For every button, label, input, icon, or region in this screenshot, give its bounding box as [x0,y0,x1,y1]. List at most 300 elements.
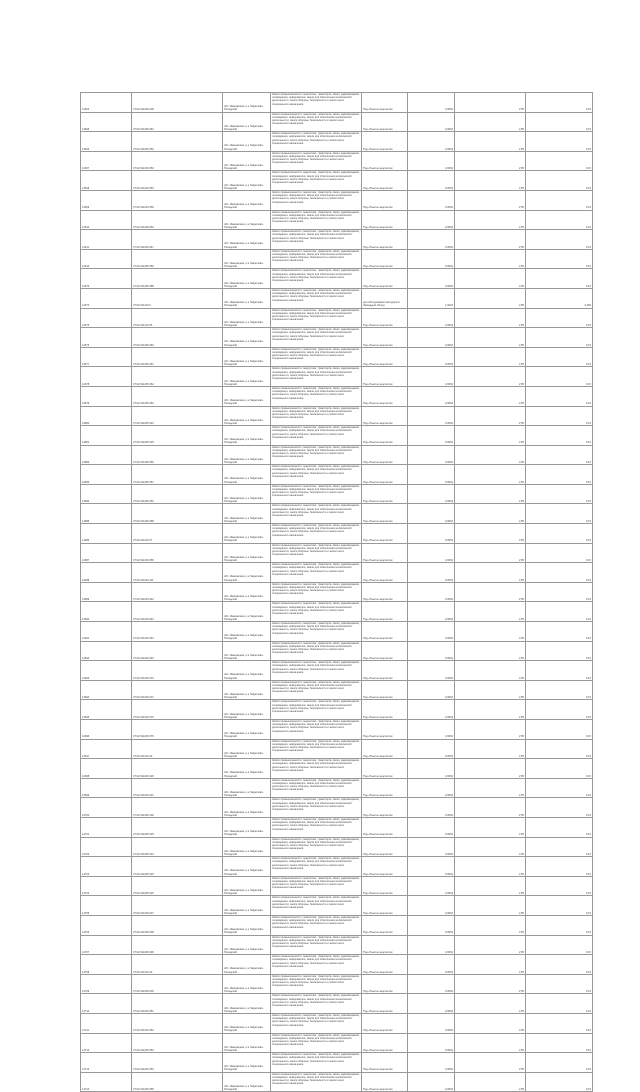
land-category-cell: Земли промышленности, энергетики, транспорта, связи, радиовещания, телевидения, информатики, земли для обеспечения космической деятельности, земли обороны, безопасности и земли иного специального назначения [271,739,362,759]
value-3-cell: 0,15 [526,1053,593,1073]
permitted-use-cell: Под объекты энергетики [362,896,408,916]
value-2-cell: 2,55 [455,465,526,485]
permitted-use-cell: Под объекты энергетики [362,563,408,583]
address-cell: обл. Ивановская, р-н Гаврилово-Посадский [223,700,271,720]
value-3-cell: 0,15 [526,680,593,700]
value-1-cell: 0,0054 [408,661,455,681]
land-category-cell: Земли промышленности, энергетики, транспорта, связи, радиовещания, телевидения, информатики, земли для обеспечения космической деятельности, земли обороны, безопасности и земли иного специального назначения [271,347,362,367]
land-category-cell: Земли промышленности, энергетики, транспорта, связи, радиовещания, телевидения, информатики, земли для обеспечения космической деятельности, земли обороны, безопасности и земли иного специального назначения [271,93,362,113]
address-cell: обл. Ивановская, р-н Гаврилово-Посадский [223,1033,271,1053]
value-3-cell: 0,15 [526,563,593,583]
value-3-cell: 0,15 [526,504,593,524]
value-3-cell: 0,15 [526,328,593,348]
table-row [81,661,593,681]
cadastral-number-cell: 37:02:011205:324 [132,837,223,857]
table-row [81,504,593,524]
permitted-use-cell: Под объекты энергетики [362,739,408,759]
value-3-cell: 0,15 [526,112,593,132]
table-row [81,132,593,152]
permitted-use-cell: Под объекты энергетики [362,994,408,1014]
address-cell: обл. Ивановская, р-н Гаврилово-Посадский [223,935,271,955]
value-1-cell: 0,0054 [408,190,455,210]
value-2-cell: 2,55 [455,994,526,1014]
row-id-cell: 14691 [81,622,132,642]
land-category-cell: Земли промышленности, энергетики, транспорта, связи, радиовещания, телевидения, информатики, земли для обеспечения космической деятельности, земли обороны, безопасности и земли иного специального назначения [271,171,362,191]
value-2-cell: 2,55 [455,171,526,191]
address-cell: обл. Ивановская, р-н Гаврилово-Посадский [223,778,271,798]
land-category-cell: Земли промышленности, энергетики, транспорта, связи, радиовещания, телевидения, информатики, земли для обеспечения космической деятельности, земли обороны, безопасности и земли иного специального назначения [271,112,362,132]
value-2-cell: 2,55 [455,524,526,544]
land-category-cell: Земли промышленности, энергетики, транспорта, связи, радиовещания, телевидения, информатики, земли для обеспечения космической деятельности, земли обороны, безопасности и земли иного специального назначения [271,622,362,642]
row-id-cell: 14611 [81,230,132,250]
value-2-cell: 2,55 [455,1053,526,1073]
land-category-cell: Земли промышленности, энергетики, транспорта, связи, радиовещания, телевидения, информатики, земли для обеспечения космической деятельности, земли обороны, безопасности и земли иного специального назначения [271,426,362,446]
address-cell: обл. Ивановская, р-н Гаврилово-Посадский [223,661,271,681]
value-3-cell: 0,15 [526,269,593,289]
table-row [81,974,593,994]
address-cell: обл. Ивановская, р-н Гаврилово-Посадский [223,112,271,132]
address-cell: обл. Ивановская, р-н Гаврилово-Посадский [223,622,271,642]
value-3-cell: 0,15 [526,484,593,504]
permitted-use-cell: Под объекты энергетики [362,524,408,544]
table-row [81,641,593,661]
value-1-cell: 0,0054 [408,837,455,857]
value-2-cell: 2,55 [455,622,526,642]
land-category-cell: Земли промышленности, энергетики, транспорта, связи, радиовещания, телевидения, информатики, земли для обеспечения космической деятельности, земли обороны, безопасности и земли иного специального назначения [271,700,362,720]
table-row [81,915,593,935]
value-1-cell: 0,0054 [408,582,455,602]
table-row [81,994,593,1014]
land-category-cell: Земли промышленности, энергетики, транспорта, связи, радиовещания, телевидения, информатики, земли для обеспечения космической деятельности, земли обороны, безопасности и земли иного специального назначения [271,661,362,681]
permitted-use-cell: Под объекты энергетики [362,759,408,779]
cadastral-number-cell: 37:02:011205:325 [132,817,223,837]
address-cell: обл. Ивановская, р-н Гаврилово-Посадский [223,955,271,975]
table-row [81,1013,593,1033]
permitted-use-cell: Под объекты энергетики [362,347,408,367]
cadastral-number-cell: 37:02:011203:352 [132,1013,223,1033]
value-3-cell: 0,15 [526,700,593,720]
address-cell: обл. Ивановская, р-н Гаврилово-Посадский [223,230,271,250]
value-1-cell: 0,0054 [408,484,455,504]
permitted-use-cell: Под объекты энергетики [362,504,408,524]
value-2-cell: 2,55 [455,935,526,955]
row-id-cell: 14710 [81,994,132,1014]
land-category-cell: Земли промышленности, энергетики, транспорта, связи, радиовещания, телевидения, информатики, земли для обеспечения космической деятельности, земли обороны, безопасности и земли иного специального назначения [271,798,362,818]
value-3-cell: 0,15 [526,817,593,837]
address-cell: обл. Ивановская, р-н Гаврилово-Посадский [223,426,271,446]
permitted-use-cell: Под объекты энергетики [362,484,408,504]
land-category-cell: Земли промышленности, энергетики, транспорта, связи, радиовещания, телевидения, информатики, земли для обеспечения космической деятельности, земли обороны, безопасности и земли иного специального назначения [271,602,362,622]
value-3-cell: 0,15 [526,759,593,779]
row-id-cell: 14693 [81,661,132,681]
row-id-cell: 14688 [81,563,132,583]
value-2-cell: 2,55 [455,778,526,798]
land-category-cell: Земли промышленности, энергетики, транспорта, связи, радиовещания, телевидения, информатики, земли для обеспечения космической деятельности, земли обороны, безопасности и земли иного специального назначения [271,328,362,348]
cadastral-number-cell: 37:02:011205:325 [132,426,223,446]
table-row [81,837,593,857]
land-category-cell: Земли промышленности, энергетики, транспорта, связи, радиовещания, телевидения, информатики, земли для обеспечения космической деятельности, земли обороны, безопасности и земли иного специального назначения [271,817,362,837]
cadastral-number-cell: 37:02:011205:463 [132,386,223,406]
value-3-cell: 0,15 [526,994,593,1014]
land-category-cell: Земли промышленности, энергетики, транспорта, связи, радиовещания, телевидения, информатики, земли для обеспечения космической деятельности, земли обороны, безопасности и земли иного специального назначения [271,641,362,661]
cadastral-number-cell: 37:02:011203:353 [132,1033,223,1053]
row-id-cell: 14692 [81,641,132,661]
table-row [81,543,593,563]
land-category-cell: Земли промышленности, энергетики, транспорта, связи, радиовещания, телевидения, информатики, земли для обеспечения космической деятельности, земли обороны, безопасности и земли иного специального назначения [271,837,362,857]
permitted-use-cell: Под объекты энергетики [362,622,408,642]
value-2-cell: 2,55 [455,93,526,113]
row-id-cell: 14708 [81,955,132,975]
row-id-cell: 14673 [81,269,132,289]
land-category-cell: Земли промышленности, энергетики, транспорта, связи, радиовещания, телевидения, информатики, земли для обеспечения космической деятельности, земли обороны, безопасности и земли иного специального назначения [271,720,362,740]
value-3-cell: 0,15 [526,445,593,465]
value-2-cell: 2,55 [455,151,526,171]
value-2-cell: 2,55 [455,367,526,387]
value-2-cell: 2,55 [455,249,526,269]
value-2-cell: 2,55 [455,739,526,759]
permitted-use-cell: Под объекты энергетики [362,112,408,132]
value-2-cell: 2,55 [455,915,526,935]
land-category-cell: Земли промышленности, энергетики, транспорта, связи, радиовещания, телевидения, информатики, земли для обеспечения космической деятельности, земли обороны, безопасности и земли иного специального назначения [271,876,362,896]
value-3-cell: 0,15 [526,739,593,759]
address-cell: обл. Ивановская, р-н Гаврилово-Посадский [223,798,271,818]
address-cell: обл. Ивановская, р-н Гаврилово-Посадский [223,269,271,289]
value-2-cell: 2,55 [455,132,526,152]
cadastral-number-cell: 37:02:011205:462 [132,367,223,387]
value-1-cell: 0,0054 [408,720,455,740]
value-2-cell: 2,55 [455,759,526,779]
land-category-cell: Земли промышленности, энергетики, транспорта, связи, радиовещания, телевидения, информатики, земли для обеспечения космической деятельности, земли обороны, безопасности и земли иного специального назначения [271,524,362,544]
land-category-cell: Земли промышленности, энергетики, транспорта, связи, радиовещания, телевидения, информатики, земли для обеспечения космической деятельности, земли обороны, безопасности и земли иного специального назначения [271,935,362,955]
row-id-cell: 14698 [81,759,132,779]
row-id-cell: 14690 [81,602,132,622]
value-3-cell: 0,15 [526,524,593,544]
table-row [81,524,593,544]
cadastral-number-cell: 37:02:011210:37 [132,524,223,544]
table-row [81,190,593,210]
permitted-use-cell: Под объекты энергетики [362,269,408,289]
cadastral-number-cell: 37:02:011210:32 [132,739,223,759]
table-row [81,857,593,877]
table-row [81,582,593,602]
permitted-use-cell: Под объекты энергетики [362,915,408,935]
value-2-cell: 2,55 [455,504,526,524]
value-2-cell: 2,55 [455,112,526,132]
cadastral-number-cell: 37:02:011209:339 [132,935,223,955]
value-1-cell: 0,0054 [408,798,455,818]
cadastral-number-cell: 37:02:011209:347 [132,230,223,250]
value-2-cell: 2,55 [455,661,526,681]
value-1-cell: 0,0054 [408,857,455,877]
land-category-cell: Земли промышленности, энергетики, транспорта, связи, радиовещания, телевидения, информатики, земли для обеспечения космической деятельности, земли обороны, безопасности и земли иного специального назначения [271,543,362,563]
land-category-cell: Земли промышленности, энергетики, транспорта, связи, радиовещания, телевидения, информатики, земли для обеспечения космической деятельности, земли обороны, безопасности и земли иного специального назначения [271,1033,362,1053]
land-category-cell: Земли промышленности, энергетики, транспорта, связи, радиовещания, телевидения, информатики, земли для обеспечения космической деятельности, земли обороны, безопасности и земли иного специального назначения [271,563,362,583]
cadastral-number-cell: 37:02:011203:354 [132,171,223,191]
row-id-cell: 14604 [81,93,132,113]
permitted-use-cell: Под объекты энергетики [362,837,408,857]
table-row [81,367,593,387]
row-id-cell: 14607 [81,151,132,171]
value-3-cell: 0,15 [526,93,593,113]
land-category-cell: Земли промышленности, энергетики, транспорта, связи, радиовещания, телевидения, информатики, земли для обеспечения космической деятельности, земли обороны, безопасности и земли иного специального назначения [271,1072,362,1092]
value-1-cell: 0,0054 [408,602,455,622]
value-1-cell: 0,0054 [408,328,455,348]
cadastral-number-cell: 37:02:011210:33 [132,955,223,975]
address-cell: обл. Ивановская, р-н Гаврилово-Посадский [223,132,271,152]
value-3-cell: 0,15 [526,974,593,994]
address-cell: обл. Ивановская, р-н Гаврилово-Посадский [223,680,271,700]
land-category-cell: Земли промышленности, энергетики, транспорта, связи, радиовещания, телевидения, информатики, земли для обеспечения космической деятельности, земли обороны, безопасности и земли иного специального назначения [271,406,362,426]
value-3-cell: 0,15 [526,347,593,367]
address-cell: обл. Ивановская, р-н Гаврилово-Посадский [223,817,271,837]
value-2-cell: 2,55 [455,230,526,250]
row-id-cell: 14705 [81,896,132,916]
permitted-use-cell: Под объекты энергетики [362,700,408,720]
value-2-cell: 2,55 [455,190,526,210]
cadastral-number-cell: 37:02:011209:376 [132,720,223,740]
address-cell: обл. Ивановская, р-н Гаврилово-Посадский [223,406,271,426]
value-2-cell: 2,55 [455,269,526,289]
cadastral-number-cell: 37:02:011203:353 [132,151,223,171]
row-id-cell: 14677 [81,347,132,367]
land-category-cell: Земли промышленности, энергетики, транспорта, связи, радиовещания, телевидения, информатики, земли для обеспечения космической деятельности, земли обороны, безопасности и земли иного специального назначения [271,465,362,485]
row-id-cell: 14608 [81,171,132,191]
permitted-use-cell: Под объекты энергетики [362,1013,408,1033]
table-row [81,112,593,132]
value-2-cell: 2,55 [455,700,526,720]
cadastral-number-cell: 37:02:011206:228 [132,93,223,113]
table-row [81,328,593,348]
row-id-cell: 14678 [81,367,132,387]
row-id-cell: 14701 [81,817,132,837]
address-cell: обл. Ивановская, р-н Гаврилово-Посадский [223,563,271,583]
value-1-cell: 0,0054 [408,1053,455,1073]
row-id-cell: 14706 [81,915,132,935]
cadastral-number-cell: 37:02:011209:360 [132,484,223,504]
permitted-use-cell: для обслуживания автодороги (Западный обход) [362,288,408,308]
permitted-use-cell: Под объекты энергетики [362,876,408,896]
permitted-use-cell: Под объекты энергетики [362,543,408,563]
land-category-cell: Земли промышленности, энергетики, транспорта, связи, радиовещания, телевидения, информатики, земли для обеспечения космической деятельности, земли обороны, безопасности и земли иного специального назначения [271,308,362,328]
land-category-cell: Земли промышленности, энергетики, транспорта, связи, радиовещания, телевидения, информатики, земли для обеспечения космической деятельности, земли обороны, безопасности и земли иного специального назначения [271,994,362,1014]
address-cell: обл. Ивановская, р-н Гаврилово-Посадский [223,759,271,779]
value-3-cell: 0,15 [526,151,593,171]
cadastral-number-cell: 37:02:011203:352 [132,132,223,152]
land-category-cell: Земли промышленности, энергетики, транспорта, связи, радиовещания, телевидения, информатики, земли для обеспечения космической деятельности, земли обороны, безопасности и земли иного специального назначения [271,1053,362,1073]
cadastral-number-cell: 37:02:011209:327 [132,896,223,916]
permitted-use-cell: Под объекты энергетики [362,1053,408,1073]
value-2-cell: 2,55 [455,857,526,877]
cadastral-number-cell: 37:02:011205:461 [132,347,223,367]
row-id-cell: 14694 [81,680,132,700]
row-id-cell: 14712 [81,1033,132,1053]
permitted-use-cell: Под объекты энергетики [362,720,408,740]
cadastral-number-cell: 37:02:011203:344 [132,622,223,642]
value-2-cell: 2,55 [455,680,526,700]
value-1-cell: 0,0054 [408,935,455,955]
cadastral-number-cell: 37:02:011203:346 [132,641,223,661]
table-row [81,798,593,818]
table-row [81,1072,593,1092]
value-3-cell: 0,15 [526,876,593,896]
cadastral-number-cell: 37:02:011203:355 [132,1072,223,1092]
table-row [81,308,593,328]
value-3-cell: 0,15 [526,622,593,642]
address-cell: обл. Ивановская, р-н Гаврилово-Посадский [223,484,271,504]
address-cell: обл. Ивановская, р-н Гаврилово-Посадский [223,347,271,367]
value-3-cell: 0,15 [526,661,593,681]
row-id-cell: 14713 [81,1053,132,1073]
address-cell: обл. Ивановская, р-н Гаврилово-Посадский [223,720,271,740]
table-row [81,288,593,308]
value-3-cell: 0,15 [526,386,593,406]
value-2-cell: 2,55 [455,563,526,583]
value-1-cell: 0,0054 [408,994,455,1014]
row-id-cell: 14674 [81,288,132,308]
table-row [81,445,593,465]
value-1-cell: 0,0054 [408,817,455,837]
permitted-use-cell: Под объекты энергетики [362,680,408,700]
value-1-cell: 0,0054 [408,680,455,700]
value-2-cell: 2,55 [455,1072,526,1092]
value-1-cell: 0,0054 [408,347,455,367]
permitted-use-cell: Под объекты энергетики [362,132,408,152]
value-1-cell: 0,0054 [408,955,455,975]
value-2-cell: 2,55 [455,1013,526,1033]
cadastral-number-cell: 37:02:011209:356 [132,249,223,269]
value-1-cell: 0,0054 [408,406,455,426]
value-2-cell: 2,55 [455,602,526,622]
permitted-use-cell: Под объекты энергетики [362,582,408,602]
value-2-cell: 2,55 [455,798,526,818]
row-id-cell: 14704 [81,876,132,896]
permitted-use-cell: Под объекты энергетики [362,798,408,818]
value-1-cell: 0,0054 [408,778,455,798]
value-3-cell: 0,15 [526,1013,593,1033]
land-category-cell: Земли промышленности, энергетики, транспорта, связи, радиовещания, телевидения, информатики, земли для обеспечения космической деятельности, земли обороны, безопасности и земли иного специального назначения [271,445,362,465]
value-1-cell: 0,0054 [408,700,455,720]
value-1-cell: 0,0054 [408,641,455,661]
address-cell: обл. Ивановская, р-н Гаврилово-Посадский [223,249,271,269]
value-3-cell: 0,15 [526,778,593,798]
value-1-cell: 0,0054 [408,876,455,896]
permitted-use-cell: Под объекты энергетики [362,935,408,955]
row-id-cell: 14605 [81,112,132,132]
land-category-cell: Земли промышленности, энергетики, транспорта, связи, радиовещания, телевидения, информатики, земли для обеспечения космической деятельности, земли обороны, безопасности и земли иного специального назначения [271,269,362,289]
cadastral-number-cell: 37:02:011203:354 [132,1053,223,1073]
table-row [81,406,593,426]
permitted-use-cell: Под объекты энергетики [362,93,408,113]
address-cell: обл. Ивановская, р-н Гаврилово-Посадский [223,1013,271,1033]
value-1-cell: 0,0054 [408,132,455,152]
row-id-cell: 14686 [81,524,132,544]
address-cell: обл. Ивановская, р-н Гаврилово-Посадский [223,328,271,348]
value-2-cell: 2,55 [455,896,526,916]
land-category-cell: Земли промышленности, энергетики, транспорта, связи, радиовещания, телевидения, информатики, земли для обеспечения космической деятельности, земли обороны, безопасности и земли иного специального назначения [271,857,362,877]
row-id-cell: 14681 [81,426,132,446]
land-category-cell: Земли промышленности, энергетики, транспорта, связи, радиовещания, телевидения, информатики, земли для обеспечения космической деятельности, земли обороны, безопасности и земли иного специального назначения [271,582,362,602]
value-2-cell: 2,55 [455,974,526,994]
cadastral-number-cell: 37:02:011205:324 [132,406,223,426]
address-cell: обл. Ивановская, р-н Гаврилово-Посадский [223,915,271,935]
value-3-cell: 0,15 [526,1033,593,1053]
table-row [81,876,593,896]
value-2-cell: 2,55 [455,641,526,661]
value-2-cell: 2,55 [455,308,526,328]
value-3-cell: 0,15 [526,955,593,975]
permitted-use-cell: Под объекты энергетики [362,817,408,837]
value-1-cell: 0,0054 [408,524,455,544]
table-row [81,935,593,955]
address-cell: обл. Ивановская, р-н Гаврилово-Посадский [223,602,271,622]
table-row [81,249,593,269]
value-3-cell: 0,15 [526,602,593,622]
value-3-cell: 0,15 [526,798,593,818]
value-3-cell: 0,15 [526,132,593,152]
land-category-cell: Земли промышленности, энергетики, транспорта, связи, радиовещания, телевидения, информатики, земли для обеспечения космической деятельности, земли обороны, безопасности и земли иного специального назначения [271,504,362,524]
permitted-use-cell: Под объекты энергетики [362,249,408,269]
land-category-cell: Земли промышленности, энергетики, транспорта, связи, радиовещания, телевидения, информатики, земли для обеспечения космической деятельности, земли обороны, безопасности и земли иного специального назначения [271,132,362,152]
permitted-use-cell: Под объекты энергетики [362,974,408,994]
cadastral-number-cell: 37:02:011203:321 [132,778,223,798]
cadastral-number-cell: 37:02:011203:356 [132,190,223,210]
land-category-cell: Земли промышленности, энергетики, транспорта, связи, радиовещания, телевидения, информатики, земли для обеспечения космической деятельности, земли обороны, безопасности и земли иного специального назначения [271,230,362,250]
cadastral-number-cell: 37:02:011209:357 [132,465,223,485]
row-id-cell: 14700 [81,798,132,818]
value-1-cell: 0,0054 [408,915,455,935]
value-3-cell: 0,15 [526,857,593,877]
permitted-use-cell: Под объекты энергетики [362,1072,408,1092]
value-2-cell: 2,55 [455,837,526,857]
land-category-cell: Земли промышленности, энергетики, транспорта, связи, радиовещания, телевидения, информатики, земли для обеспечения космической деятельности, земли обороны, безопасности и земли иного специального назначения [271,367,362,387]
land-category-cell: Земли промышленности, энергетики, транспорта, связи, радиовещания, телевидения, информатики, земли для обеспечения космической деятельности, земли обороны, безопасности и земли иного специального назначения [271,151,362,171]
address-cell: обл. Ивановская, р-н Гаврилово-Посадский [223,386,271,406]
value-2-cell: 2,55 [455,426,526,446]
cadastral-number-cell: 37:02:011203:320 [132,759,223,779]
table-row [81,269,593,289]
row-id-cell: 14689 [81,582,132,602]
cadastral-number-cell: 37:02:011209:338 [132,915,223,935]
address-cell: обл. Ивановская, р-н Гаврилово-Посадский [223,524,271,544]
row-id-cell: 14695 [81,700,132,720]
value-1-cell: 0,0054 [408,974,455,994]
row-id-cell: 14707 [81,935,132,955]
permitted-use-cell: Под объекты энергетики [362,465,408,485]
value-3-cell: 0,15 [526,249,593,269]
value-2-cell: 2,55 [455,817,526,837]
row-id-cell: 14683 [81,465,132,485]
address-cell: обл. Ивановская, р-н Гаврилово-Посадский [223,151,271,171]
permitted-use-cell: Под объекты энергетики [362,955,408,975]
address-cell: обл. Ивановская, р-н Гаврилово-Посадский [223,857,271,877]
land-category-cell: Земли промышленности, энергетики, транспорта, связи, радиовещания, телевидения, информатики, земли для обеспечения космической деятельности, земли обороны, безопасности и земли иного специального назначения [271,759,362,779]
table-row [81,171,593,191]
value-2-cell: 2,55 [455,288,526,308]
row-id-cell: 14684 [81,484,132,504]
value-2-cell: 2,55 [455,484,526,504]
address-cell: обл. Ивановская, р-н Гаврилово-Посадский [223,93,271,113]
value-1-cell: 0,0054 [408,151,455,171]
value-2-cell: 2,55 [455,582,526,602]
value-1-cell: 0,0054 [408,896,455,916]
table-row [81,210,593,230]
land-category-cell: Земли промышленности, энергетики, транспорта, связи, радиовещания, телевидения, информатики, земли для обеспечения космической деятельности, земли обороны, безопасности и земли иного специального назначения [271,386,362,406]
cadastral-number-cell: 37:02:011210:2 [132,288,223,308]
table-row [81,896,593,916]
row-id-cell: 14680 [81,406,132,426]
value-3-cell: 0,15 [526,465,593,485]
permitted-use-cell: Под объекты энергетики [362,210,408,230]
